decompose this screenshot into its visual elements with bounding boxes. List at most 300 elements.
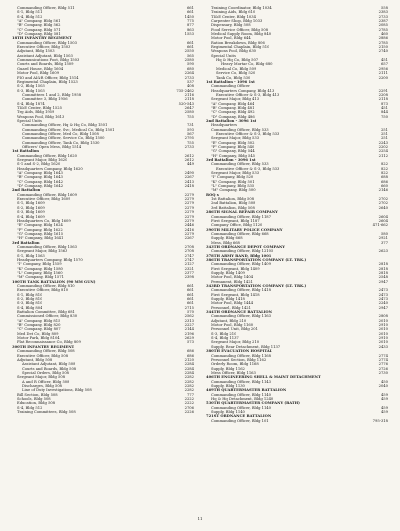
entry-label: 100TH TANK BATTALION (90 MM GUN) [12, 279, 96, 284]
entry-label: Commissioned Officer, Bldg 830 [17, 314, 78, 319]
entry-number: 2808 [378, 314, 388, 319]
entry-label: Committees 1 and 2, Bldg 1958 [22, 92, 82, 97]
entry-label: Carpenter Shop, Bldg 1033 [211, 19, 263, 24]
entry-number: 2116 [184, 92, 194, 97]
entry-number: 2580 [184, 110, 194, 115]
entry-number: 2910 [378, 336, 388, 341]
entry-number: 731 [186, 123, 194, 128]
entry-label: Executive Officer & S-3, Bldg 533 [216, 166, 280, 171]
entry-label: Training Committees, Bldg 508 [17, 409, 76, 414]
entry-number: 750 [380, 114, 388, 119]
entry-number: 2377 [184, 270, 194, 275]
entry-label: "K" Company, Bldg 501 [211, 179, 255, 184]
entry-number: 2279 [184, 205, 194, 210]
entry-number: 2785 [378, 40, 388, 45]
entry-number: 2010 [378, 318, 388, 323]
entry-number: 2708 [184, 249, 194, 254]
entry-label: S-3, Bldg 210 [211, 331, 237, 336]
entry-label: Regimental Chaplain, Bldg 1523 [17, 79, 78, 84]
entry-label: 2nd Battalion, Bldg 508 [211, 201, 256, 206]
entry-label: 3rd Battalion - 3096 1st [206, 158, 256, 163]
entry-number: 2726 [378, 366, 388, 371]
entry-number: 2416 [184, 227, 194, 232]
entry-number: 1450 [184, 14, 194, 19]
entry-label: 1st Battalion, Bldg 508 [211, 197, 255, 202]
entry-label: 380TH EVACUATION HOSPITAL [206, 349, 273, 354]
entry-number: 661 [186, 297, 194, 302]
entry-number: 2010 [378, 340, 388, 345]
entry-label: "I" Company, Bldg 520 [211, 175, 254, 180]
entry-number: 2947 [378, 305, 388, 310]
entry-label: Permanent, Bldg 1421 [211, 279, 253, 284]
entry-label: Executive Officer, Bldg 1609 [17, 197, 71, 202]
entry-label: Sergeant Major, Bldg 413 [211, 97, 260, 102]
entry-number: 2291 [378, 88, 388, 93]
entry-label: Motor Pool, Bldg 1160 [211, 323, 254, 328]
entry-number: 408 [186, 84, 194, 89]
entry-label: 286TH SIGNAL REPAIR COMPANY [206, 210, 278, 215]
entry-label: Commanding Officer, Svc, Medical Co, Bldg 1501 [22, 127, 115, 132]
entry-label: 2nd Battalion [12, 188, 41, 193]
entry-label: Adjutant, Bldg 508 [17, 357, 53, 362]
entry-label: "C" Company, Bldg 492 [211, 110, 255, 115]
entry-number: 775 [186, 19, 194, 24]
entry-number: 251 [380, 131, 388, 136]
entry-label: Commanding Officer, Tank Co, Bldg 1530 [22, 140, 100, 145]
entry-label: Commanding Officer, Bldg 1609 [17, 192, 77, 197]
entry-label: "M" Company, Bldg 1571 [17, 275, 64, 280]
entry-number: 2774 [378, 357, 388, 362]
entry-label: Commanding Officer [211, 84, 250, 89]
entry-number: 2629 [184, 336, 194, 341]
entry-number: 520-543 [178, 101, 194, 106]
entry-number: 657 [380, 62, 388, 67]
entry-label: Commanding Officer, Bldg 1187 [211, 214, 271, 219]
entry-label: Courts and Boards, Bldg 1509 [17, 62, 74, 67]
entry-label: Regimental Chaplain, Bldg 510 [211, 45, 270, 50]
entry-number: 565 [186, 53, 194, 58]
entry-number: 2604 [378, 218, 388, 223]
entry-label: Commanding Officer, Hq & Hq Co, Bldg 1501 [22, 123, 108, 128]
entry-label: Special Units [17, 118, 42, 123]
entry-label: S-2, Bldg 1609 [17, 205, 45, 210]
entry-label: "I" Company, Bldg 1559 [17, 262, 62, 267]
entry-number: 2146 [378, 188, 388, 193]
directory-entry [206, 419, 388, 423]
entry-label: Commanding Officer, Bldg 533 [211, 162, 269, 167]
entry-label: TI&E Center, Bldg 1034 [211, 14, 256, 19]
entry-label: S-1, Bldg 1563 [17, 253, 45, 258]
entry-label: Weapons Pool, Bldg 1613 [17, 114, 65, 119]
entry-label: Food Service Officer, Bldg 508 [211, 27, 269, 32]
entry-number: 460 [380, 32, 388, 37]
entry-label: Trg Aids, Bldg 1959 [17, 110, 55, 115]
entry-label: S-3, Bldg 1609 [17, 210, 45, 215]
entry-number: 661 [186, 288, 194, 293]
entry-label: Headquarters [211, 123, 237, 128]
entry-label: Headquarters Company, Bldg 413 [211, 88, 275, 93]
entry-label: 721ST ORDNANCE BATTALION [206, 414, 272, 419]
entry-label: Guard House, Bldg 1604 [17, 66, 64, 71]
entry-label: 378TH ARMY BAND, Bldg 1001 [206, 253, 272, 258]
entry-label: Commanding Officer, Bldg 668 [211, 231, 269, 236]
entry-label: Assistant Adjutant, Bldg 1503 [17, 53, 73, 58]
entry-label: Commanding Officer, Bldg 1168 [211, 353, 271, 358]
entry-number: 2433 [378, 344, 388, 349]
entry-label: Training Coordinator, Bldg 1034 [211, 6, 272, 10]
entry-label: S-4, Bldg 1874 [17, 101, 45, 106]
entry-label: "C" Company, Bldg 1642 [17, 179, 63, 184]
entry-number: 2118 [184, 97, 194, 102]
entry-number: 2282 [184, 375, 194, 380]
entry-number: 2550 [184, 49, 194, 54]
entry-number: 2200 [378, 75, 388, 80]
entry-label: 3rd Battalion, Bldg 508 [211, 205, 255, 210]
entry-number: 2279 [184, 214, 194, 219]
entry-label: 1st Battalion - 1096 1st [206, 79, 255, 84]
entry-number: 2473 [378, 288, 388, 293]
entry-number: 449 [186, 162, 194, 167]
entry-label: "D" Company, Bldg 1642 [17, 184, 64, 189]
entry-label: "B" Company, Bldg 562 [17, 23, 61, 28]
entry-number: 661 [186, 40, 194, 45]
entry-label: Sergeant Major, Bldg 1620 [17, 158, 68, 163]
entry-number: 2243 [378, 140, 388, 145]
entry-label: Training Aids, Bldg 610 [211, 10, 256, 15]
entry-label: Discharges, Bldg 508 [22, 383, 63, 388]
entry-number: 2612 [184, 158, 194, 163]
entry-number: 2774 [378, 353, 388, 358]
entry-number: 2785 [378, 27, 388, 32]
entry-label: Executive Officer, Bldg 1503 [17, 45, 71, 50]
entry-label: "F" Company, Bldg 540 [211, 145, 255, 149]
entry-number: 2580 [184, 58, 194, 63]
entry-number: 2473 [378, 297, 388, 302]
entry-label: First Sergeant, Bldg 1409 [211, 266, 260, 271]
entry-number: 590 [186, 62, 194, 67]
entry-number: 2910 [378, 323, 388, 328]
entry-number: 377 [380, 240, 388, 245]
entry-label: Supply, Bldg 1162 [211, 366, 245, 371]
entry-label: Weapons Pool, Bldg 630 [211, 49, 257, 54]
entry-label: Dispensary, Bldg 508 [211, 23, 251, 28]
entry-label: S-4, Bldg 1609 [17, 214, 45, 219]
entry-label: PIO and AI&R Officer, Bldg 1514 [17, 75, 79, 80]
entry-number: 777 [186, 392, 194, 397]
entry-label: Supply, Bldg 1140 [211, 409, 245, 414]
entry-label: Sergeant Major, Bldg 533 [211, 136, 260, 141]
entry-number: 661 [186, 292, 194, 297]
entry-number: 537 [186, 79, 194, 84]
entry-label: Service Co, Bldg 520 [216, 71, 256, 76]
entry-label: S-4, Bldg 512 [17, 14, 43, 19]
entry-number: 459 [380, 396, 388, 401]
entry-label: A and R Officer, Bldg 508 [22, 379, 70, 384]
entry-number: 580 [380, 231, 388, 236]
entry-label: Special Units [211, 53, 236, 58]
entry-label: 300TH INFANTRY REGIMENT [12, 344, 75, 349]
entry-number: 877 [186, 23, 194, 28]
entry-number: 2562 [184, 314, 194, 319]
entry-label: S-2, Bldg 810 [17, 297, 43, 302]
entry-number: 2118 [378, 97, 388, 102]
entry-number: 2490 [184, 171, 194, 176]
entry-label: "M" Company, Bldg 500 [211, 188, 256, 193]
entry-label: Commanding Officer, Service Co, Bldg 1500 [22, 136, 105, 141]
entry-label: Personnel Section, Bldg 1162 [211, 357, 267, 362]
entry-label: Communications Foot, Bldg 1503 [17, 58, 80, 63]
entry-label: Supply, Bldg 1409 [211, 270, 245, 275]
entry-number: 2947 [378, 279, 388, 284]
entry-label: "A" Company, Bldg 561 [17, 19, 61, 24]
entry-label: Med Det Co, Bldg 809 [17, 331, 59, 336]
entry-number: 2640 [378, 205, 388, 210]
entry-number: 822 [380, 171, 388, 176]
entry-number: 2240 [378, 301, 388, 306]
directory-entry [12, 410, 194, 414]
entry-label: "H" Company, Bldg 545 [211, 153, 256, 158]
entry-label: 386TH TRANSPORTATION COMPANY (LT. TRK.) [206, 257, 307, 262]
entry-label: S-3, Bldg 810 [17, 301, 43, 306]
entry-number: 2921 [378, 236, 388, 241]
entry-label: Orderly Room, Bldg 1168 [211, 362, 259, 367]
entry-label: Headquarters Co, Bldg 1609 [17, 218, 71, 223]
entry-number: 686 [380, 179, 388, 184]
entry-number: 573 [186, 340, 194, 345]
entry-number: 2284 [184, 362, 194, 367]
entry-label: Commanding Officer, Bldg 12105 [211, 249, 274, 254]
entry-number: 451 [380, 105, 388, 110]
entry-number: 661 [186, 10, 194, 15]
entry-number: 755 [186, 140, 194, 145]
entry-label: Executive Officer & S-3, Bldg 533 [216, 131, 280, 136]
entry-number: 2548 [378, 275, 388, 280]
entry-number: 2886 [378, 36, 388, 41]
entry-number: 2387 [378, 19, 388, 24]
entry-label: Commanding Officer, Bldg 1163 [211, 314, 271, 319]
entry-number: 2740 [378, 49, 388, 54]
entry-number: 2747 [184, 253, 194, 258]
entry-label: 406TH ENGINEERING SHELL & MAINT DETACHMENT [206, 375, 321, 380]
entry-number: 2733 [184, 75, 194, 80]
entry-number: 661 [186, 45, 194, 50]
entry-label: Heavy Mortar Co, Bldg 680 [221, 62, 273, 67]
entry-number: 2647 [184, 105, 194, 110]
entry-number: 2733 [378, 14, 388, 19]
entry-label: S-4, Bldg 1137 [211, 336, 239, 341]
entry-number: 558 [380, 6, 388, 10]
entry-label: "B" Company, Bldg 1643 [17, 175, 63, 180]
entry-number: 2222 [184, 396, 194, 401]
entry-label: "D" Company, Bldg 581 [17, 32, 61, 37]
entry-number: 2733 [184, 145, 194, 149]
entry-number: 567 [186, 131, 194, 136]
entry-number: 2282 [184, 379, 194, 384]
entry-number: 2226 [184, 409, 194, 414]
entry-label: Headquarters Company, Bldg 1570 [17, 257, 83, 262]
entry-number: 2227 [184, 323, 194, 328]
entry-label: Mess, Bldg 668 [211, 240, 240, 245]
entry-label: Commanding Officer, Bldg 508 [17, 349, 75, 354]
entry-label: Supply, Bldg 1418 [211, 297, 245, 302]
entry-label: First Sergeant, Bldg 1187 [211, 218, 260, 223]
entry-label: Commanding Officer, Med Co, Bldg 1508 [22, 131, 99, 136]
entry-label: TI&E Center, Bldg 1525 [17, 105, 62, 110]
entry-label: "A" Company, Bldg 815 [17, 318, 61, 323]
entry-number: 2279 [184, 192, 194, 197]
entry-label: S-1, Bldg 511 [17, 10, 43, 15]
entry-number: 686 [186, 349, 194, 354]
entry-number: 2706 [184, 405, 194, 410]
entry-number: 873 [380, 101, 388, 106]
entry-label: Medical Supply Room, Bldg 840 [211, 32, 272, 37]
entry-label: Adjutant, Bldg 1503 [17, 49, 55, 54]
entry-label: "C" Company, Bldg 571 [17, 27, 61, 32]
entry-number: 459 [380, 405, 388, 410]
entry-label: Line of Duty Investigations, Bldg 508 [22, 388, 92, 393]
entry-label: Commanding Officer, Bldg 101 [211, 418, 269, 423]
entry-label: Commanding Officer, Bldg 1620 [17, 153, 77, 158]
entry-number: 2267 [184, 175, 194, 180]
entry-label: Motor Pool, Bldg 1609 [17, 71, 60, 76]
entry-label: S-4, Bldg 804 [17, 305, 43, 310]
entry-number: 2730 [378, 370, 388, 375]
entry-label: Medical Co, Bldg 509 [216, 66, 257, 71]
entry-number: 2127 [184, 262, 194, 267]
entry-label: "L" Company, Bldg 1560 [17, 270, 63, 275]
entry-label: Tank Co, Bldg 530 [216, 75, 251, 80]
entry-number: 2222 [184, 401, 194, 406]
entry-number: 2418 [184, 184, 194, 189]
entry-number: 2818 [378, 270, 388, 275]
entry-label: Mess Officer, Bldg 1163 [211, 370, 256, 375]
entry-number: 822 [380, 166, 388, 171]
entry-label: Commanding Officer, Bldg 1563 [17, 244, 77, 249]
entry-number: 2383 [378, 10, 388, 15]
entry-number: 863 [186, 27, 194, 32]
entry-label: Motor Pool, Bldg 1404 [211, 275, 254, 280]
entry-number: 2112 [378, 153, 388, 158]
entry-label: Sergeant Major, Bldg 508 [17, 375, 66, 380]
entry-label: S-1, Bldg 1609 [17, 201, 45, 206]
entry-number: 822 [380, 162, 388, 167]
entry-number: 2795 [184, 136, 194, 141]
entry-number: 570 [186, 310, 194, 315]
entry-number: 2267 [184, 236, 194, 241]
entry-number: 2398 [184, 275, 194, 280]
entry-number: 2111 [378, 71, 388, 76]
entry-label: Personnel Unit, Bldg 201 [211, 327, 258, 332]
entry-label: Hq & Hq Co, Bldg 507 [216, 58, 259, 63]
entry-label: Schools, Bldg 508 [17, 396, 51, 401]
entry-number: 2284 [184, 366, 194, 371]
directory-page [12, 6, 388, 521]
entry-label: "E" Company, Bldg 502 [211, 140, 255, 145]
directory-column-right [206, 6, 388, 423]
entry-label: "K" Company, Bldg 1580 [17, 266, 63, 271]
entry-label: Ration Breakdown, Bldg 806 [211, 40, 265, 45]
entry-label: 469TH QUARTERMASTER BATTALION [206, 388, 287, 393]
entry-label: Company Office, Bldg 1120 [211, 223, 263, 228]
entry-label: "L" Company, Bldg 535 [211, 184, 255, 189]
entry-label: Commanding Officer, Bldg 1503 [17, 40, 77, 45]
entry-label: 530TH QUARTERMASTER COMPANY (BATH) [206, 401, 300, 406]
entry-label: Battalion Committee, Bldg 681 [17, 310, 75, 315]
entry-number: 2085 [378, 23, 388, 28]
entry-label: Commanding Officer, Bldg 1140 [211, 392, 271, 397]
entry-label: Adjutant, Bldg 210 [211, 318, 247, 323]
entry-label: Sergeant Major, Bldg 210 [211, 340, 260, 345]
entry-label: Executive Officer, Bldg 508 [17, 353, 69, 358]
entry-label: "G" Company, Bldg 544 [211, 149, 255, 154]
entry-number: 2284 [184, 370, 194, 375]
entry-label: 343TH ORDNANCE DEPOT COMPANY [206, 244, 285, 249]
entry-label: "A" Company, Bldg 1643 [17, 171, 63, 176]
entry-number: 2279 [184, 201, 194, 206]
entry-label: Executive Officer & S-3, Bldg 413 [216, 92, 280, 97]
entry-number: 2264 [184, 71, 194, 76]
entry-number: 686 [186, 353, 194, 358]
entry-number: 2202 [378, 145, 388, 149]
entry-label: 343RD TRANSPORTATION COMPANY (LT. TRK.) [206, 284, 307, 288]
entry-number: 661 [186, 284, 194, 288]
entry-number: 2040 [378, 383, 388, 388]
directory-column-left [12, 6, 194, 414]
entry-label: Supply, Bldg 668 [211, 236, 243, 241]
entry-label: Commanding Officer, Bldg 511 [17, 6, 75, 10]
entry-label: Executive Officer, Bldg 810 [17, 288, 69, 293]
entry-label: "H" Company, Bldg 1641 [17, 236, 64, 241]
entry-number: 2604 [378, 214, 388, 219]
entry-label: Headquarters Company, Bldg 1620 [17, 166, 83, 171]
entry-label: Plat Reconnaissance Co, Bldg 809 [17, 340, 81, 345]
entry-label: "A" Company, Bldg 464 [211, 101, 255, 106]
entry-number: 661 [186, 6, 194, 10]
entry-label: "B" Company, Bldg 481 [211, 105, 255, 110]
entry-label: S-1 and S-2, Bldg 1620 [17, 162, 61, 167]
entry-label: Sergeant Major, Bldg 533 [211, 171, 260, 176]
entry-number: 459 [380, 392, 388, 397]
entry-number: 593 [186, 127, 194, 132]
entry-number: 844 [380, 110, 388, 115]
entry-label: "E" Company, Bldg 1624 [17, 223, 63, 228]
entry-label: Motor Park, Bldg 8104 [17, 336, 60, 341]
entry-number: 2313 [184, 318, 194, 323]
entry-label: Motor Pool, Bldg 1444 [211, 301, 254, 306]
entry-number: 680 [186, 66, 194, 71]
entry-label: Assistant Adjutant, Bldg 508 [22, 362, 76, 367]
entry-number: 2413 [184, 179, 194, 184]
entry-label: Supply, Rear Detachment, Bldg 1137 [211, 344, 281, 349]
entry-number: 661 [186, 301, 194, 306]
entry-number: 2623 [378, 249, 388, 254]
entry-label: S-4, Bldg 512 [17, 405, 43, 410]
entry-label: "G" Company, Bldg 1615 [17, 231, 64, 236]
entry-label: S-2, Bldg 1503 [17, 84, 45, 89]
entry-number: 2282 [184, 383, 194, 388]
entry-number: 2473 [378, 292, 388, 297]
entry-number: 2010 [378, 327, 388, 332]
entry-label: 1st Battalion [12, 149, 39, 154]
entry-number: 2150 [378, 45, 388, 50]
entry-label: 3rd Battalion [12, 240, 40, 245]
entry-number: 2120 [184, 357, 194, 362]
entry-label: S-1, Bldg 810 [17, 292, 43, 297]
entry-number: 2254 [378, 149, 388, 154]
entry-label: "F" Company, Bldg 1622 [17, 227, 63, 232]
entry-label: "B" Company, Bldg 820 [17, 323, 61, 328]
entry-number: 251 [380, 127, 388, 132]
